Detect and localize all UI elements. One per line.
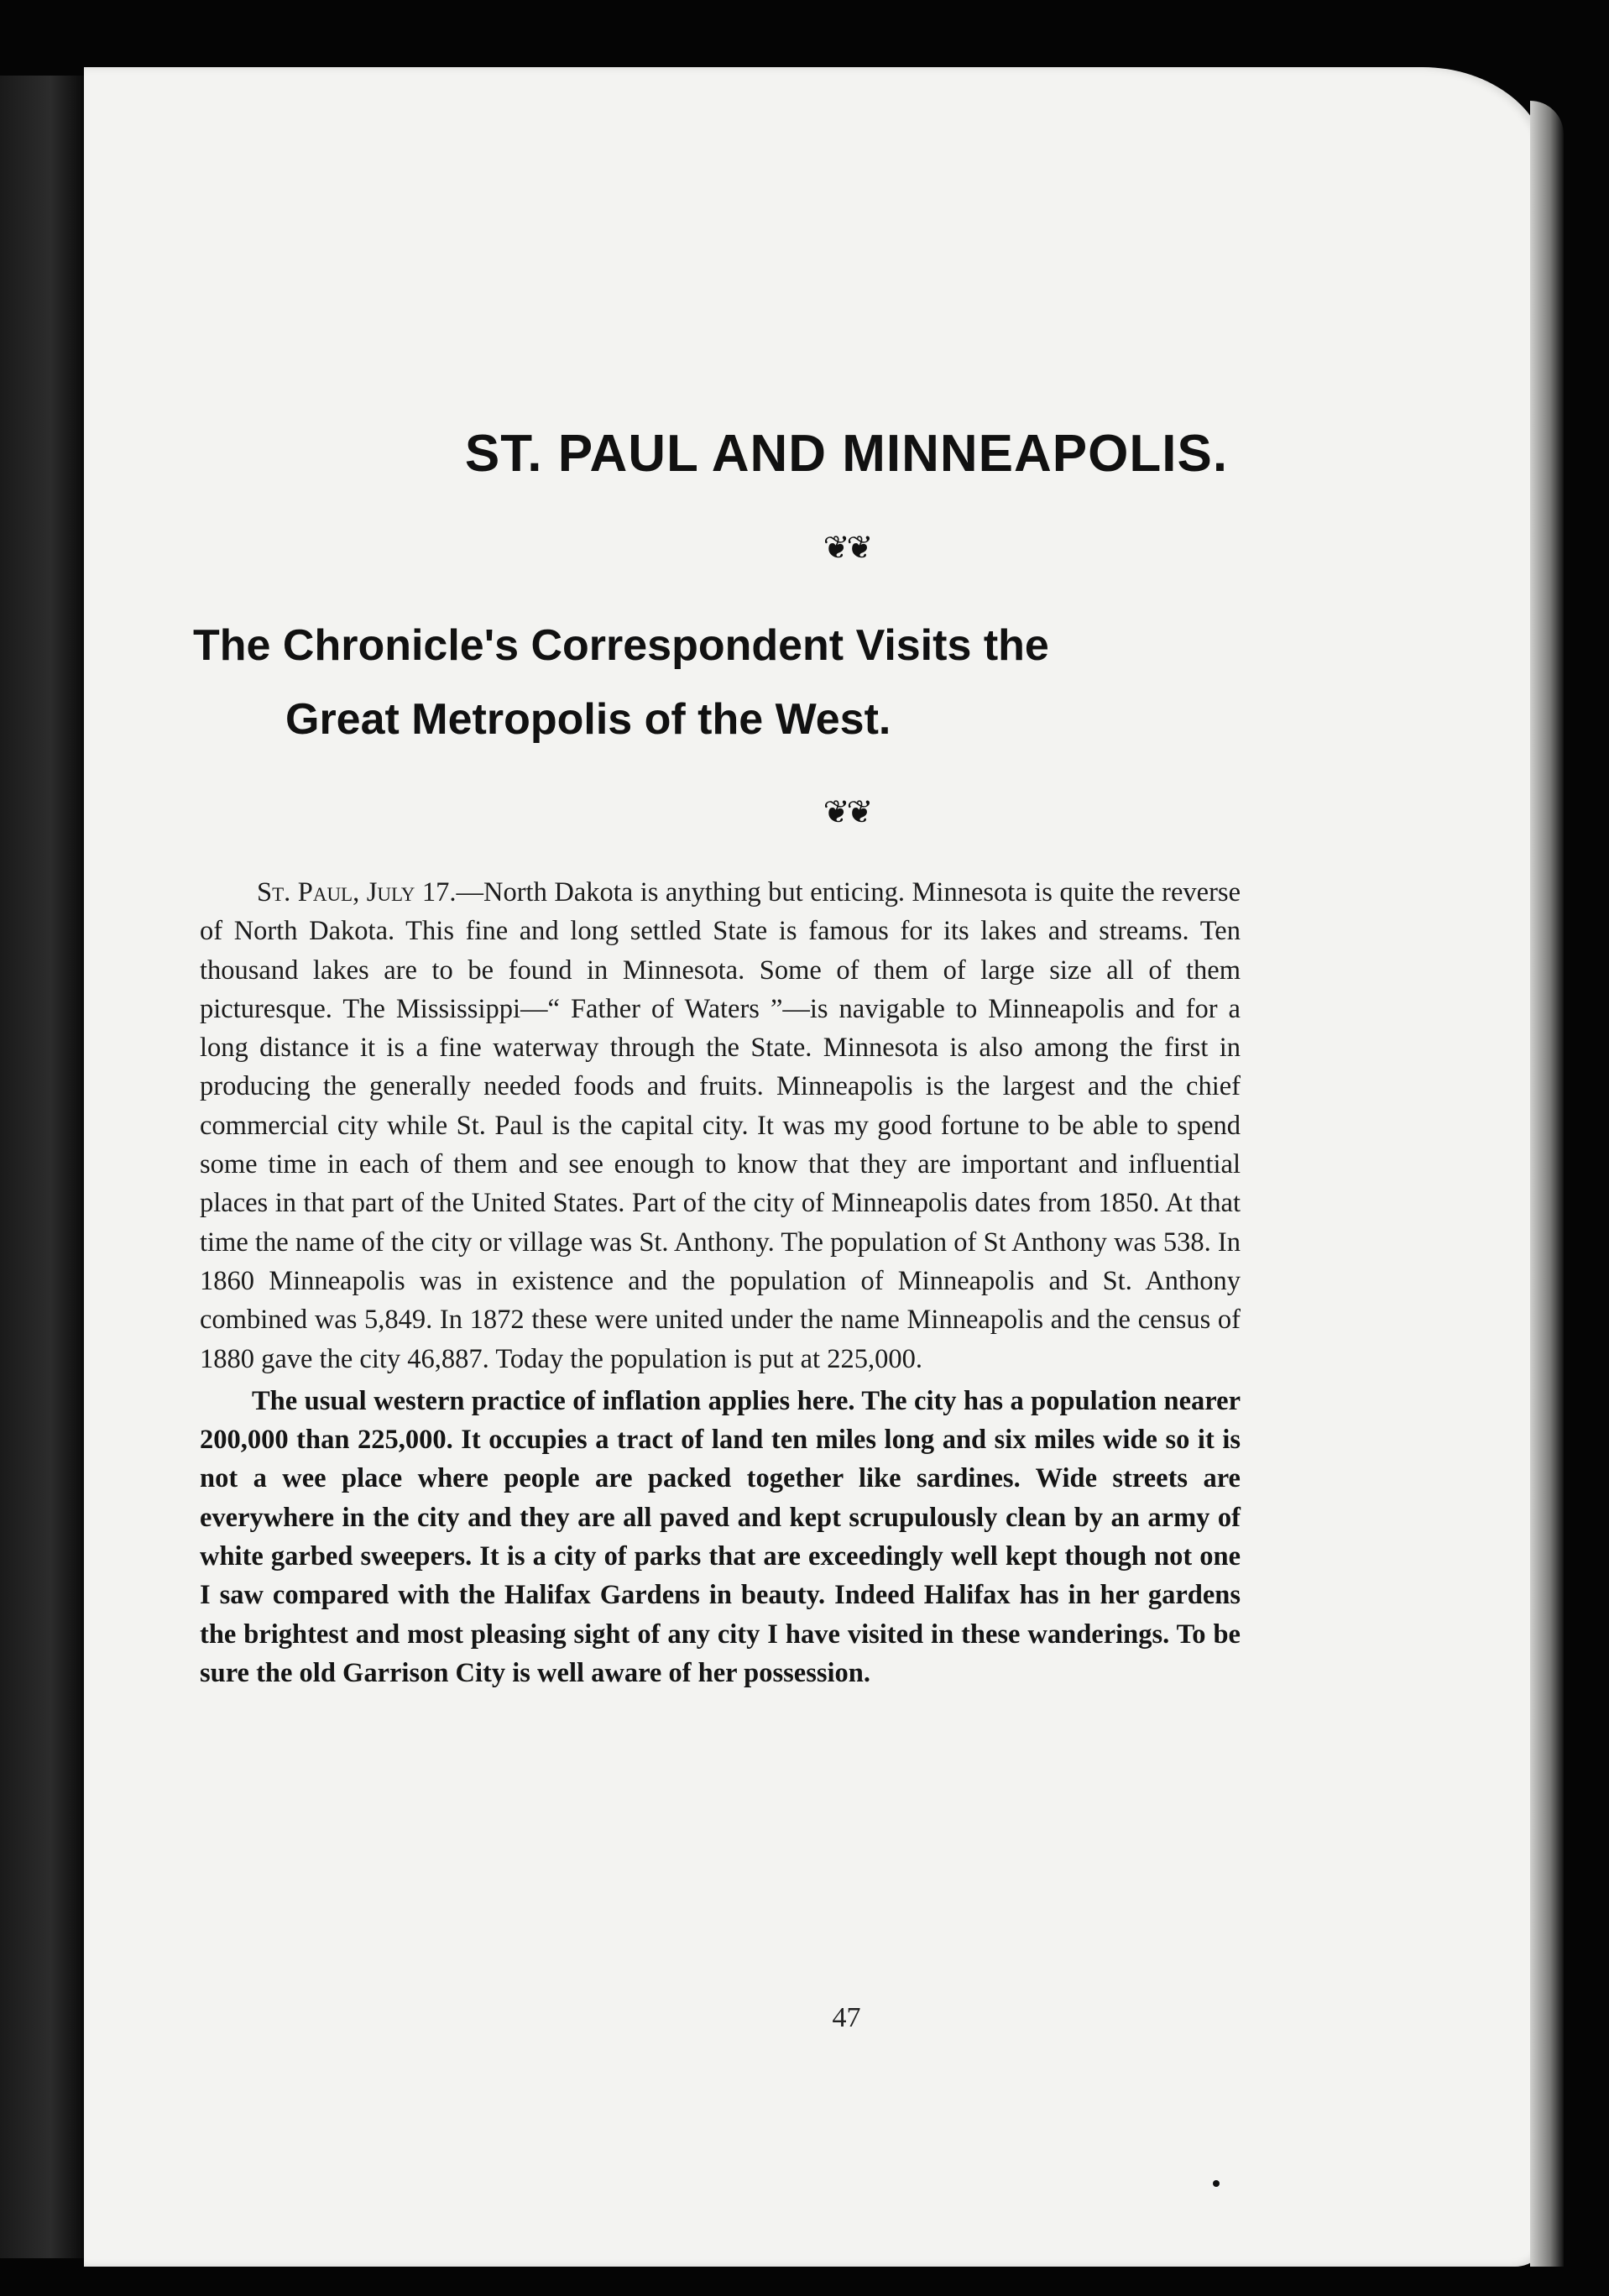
- dateline: St. Paul, July 17.: [257, 877, 457, 907]
- article-body: [200, 873, 1241, 1692]
- paragraph-2: The usual western practice of inflation applies here. The city has a population nearer 200,000 than 225,000. It occupies a tract of land ten miles long and six miles wide so it is not a wee place where people are packed together like sardines. Wide streets are everywhere in the city and they are all paved and kept scrupulously clean by an army of white garbed sweepers. It is a city of parks that are exceedingly well kept though not one I saw compared with the Halifax Gardens in beauty. Indeed Halifax has in her gardens the brightest and most pleasing sight of any city I have visited in these wanderings. To be sure the old Garrison City is well aware of her possession.: [200, 1385, 1241, 1688]
- article-subtitle: [193, 609, 1251, 756]
- paragraph-1-text: —North Dakota is anything but enticing. Minnesota is quite the reverse of North Dakota. This fine and long settled State is famous for its lakes and streams. Ten thousand lakes are to be found in Minnesota. Some of them of large size all of them picturesque. The Mississippi—“ Father of Waters ”—is navigable to Minneapolis and for a long distance it is a fine waterway through the State. Minnesota is also among the first in producing the generally needed foods and fruits. Minneapolis is the largest and the chief commercial city while St. Paul is the capital city. It was my good fortune to be able to spend some time in each of them and see enough to know that they are important and influential places in that part of the United States. Part of the city of Minneapolis dates from 1850. At that time the name of the city or village was St. Anthony. The population of St Anthony was 538. In 1860 Minneapolis was in existence and the population of Minneapolis and St. Anthony combined was 5,849. In 1872 these were united under the name Minneapolis and the census of 1880 gave the city 46,887. Today the population is put at 225,000.: [200, 877, 1241, 1374]
- ornament-icon: ❦❦: [823, 531, 870, 566]
- facing-page-edge: [0, 76, 84, 2258]
- subtitle-line-1: The Chronicle's Correspondent Visits the: [193, 621, 1049, 670]
- paragraph-1: [200, 873, 1241, 1378]
- article-title: ST. PAUL AND MINNEAPOLIS.: [464, 425, 1229, 483]
- page-number: 47: [832, 2002, 861, 2033]
- subtitle-line-2: Great Metropolis of the West.: [285, 695, 891, 744]
- scan-speck: [1213, 2180, 1220, 2187]
- ornament-icon: ❦❦: [823, 795, 870, 830]
